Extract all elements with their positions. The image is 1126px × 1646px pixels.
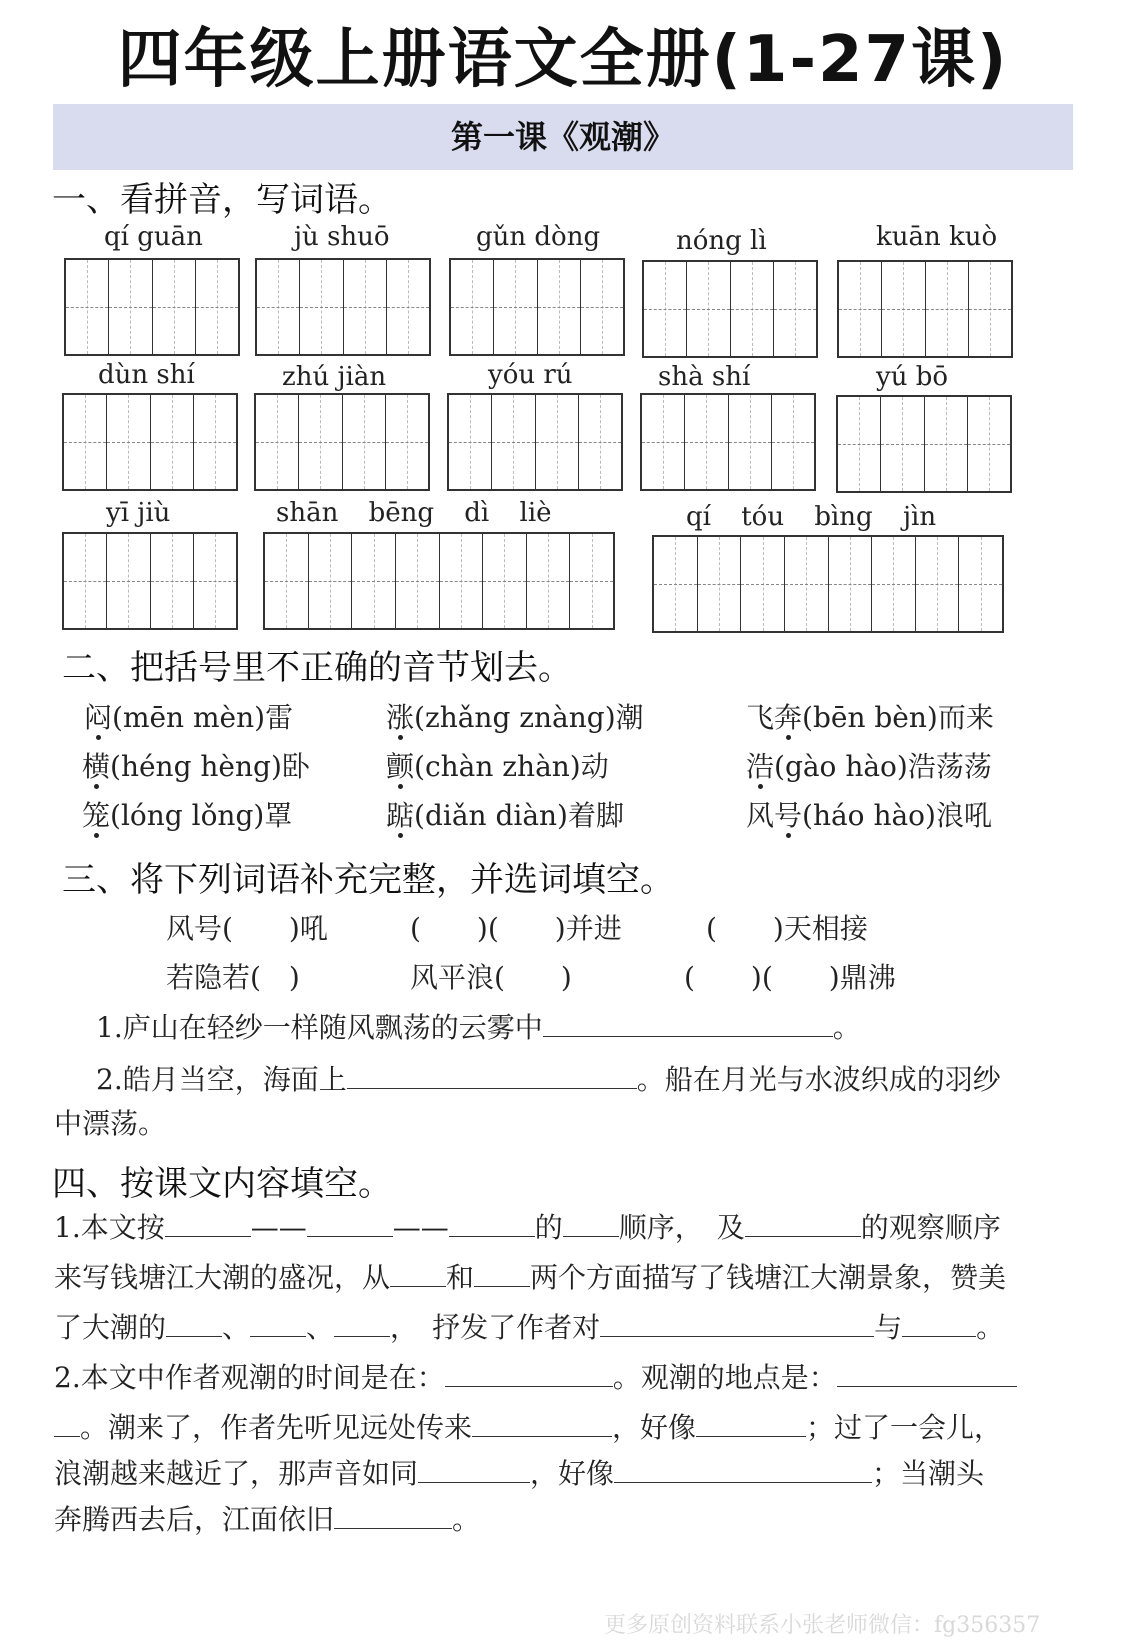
options[interactable]: (lóng lǒng)罩 [110,799,293,832]
answer-blank[interactable] [334,1310,390,1337]
answer-blank[interactable] [600,1310,874,1337]
text: 、 [222,1311,251,1344]
page-title: 四年级上册语文全册(1-27课) [117,23,1009,97]
pinyin-item [84,696,293,736]
fill-line [54,1306,1004,1346]
pinyin-item [746,794,992,834]
pinyin-label: qí tóu bìng jìn [686,502,937,532]
fill-word[interactable]: ( )( )并进 [410,912,622,945]
writing-grid[interactable] [652,535,1004,633]
text: ， [390,1311,405,1344]
fill-word[interactable]: 风号( )吼 [166,912,328,945]
target-char: 颤 [386,750,415,783]
pinyin-label: yī jiù [106,498,171,528]
fill-word[interactable]: 风平浪( ) [410,961,572,994]
pinyin-label: jù shuō [294,222,390,252]
pinyin-label: nóng lì [676,226,767,256]
text: 2.本文中作者观潮的时间是在： [54,1361,445,1394]
fill-line [54,1406,1002,1446]
pinyin-label: shān bēng dì liè [276,498,552,528]
text: ，好像 [530,1457,615,1490]
target-char: 踮 [386,799,415,832]
fill-line [54,1206,1001,1246]
options[interactable]: (mēn mèn)雷 [112,701,294,734]
target-char: 横 [82,750,111,783]
pinyin-label: yóu rú [488,360,573,390]
target-char: 笼 [82,799,111,832]
writing-grid[interactable] [449,258,625,356]
question-text: 2.皓月当空，海面上 [96,1063,347,1096]
answer-blank[interactable] [563,1210,619,1237]
text: 。 [452,1503,481,1536]
pinyin-item [746,696,994,736]
writing-grid[interactable] [640,393,816,491]
question-text: 。 [832,1011,861,1044]
question-line [96,1058,1001,1098]
answer-blank[interactable] [837,1360,1017,1387]
writing-grid[interactable] [642,260,818,358]
text: ，好像 [612,1411,697,1444]
writing-grid[interactable] [254,393,430,491]
options[interactable]: (diǎn diàn)着脚 [414,799,624,832]
pinyin-item [386,745,609,785]
fill-word[interactable]: 若隐若( ) [166,961,300,994]
pinyin-label: yú bō [876,362,948,392]
answer-blank[interactable] [347,1062,637,1089]
pinyin-label: zhú jiàn [282,362,387,392]
answer-blank[interactable] [418,1456,530,1483]
text: 的观察顺序 [860,1211,1001,1244]
fill-word[interactable]: ( )( )鼎沸 [684,961,896,994]
text: 了大潮的 [54,1311,167,1344]
answer-blank[interactable] [472,1410,612,1437]
pinyin-item [82,794,292,834]
options[interactable]: (héng hèng)卧 [110,750,310,783]
text: 及 [716,1211,745,1244]
text: 、 [306,1311,335,1344]
text: —— [250,1211,307,1244]
text: 。观潮的地点是： [612,1361,837,1394]
text: 。潮来了，作者先听见远处传来 [80,1411,473,1444]
section4-heading: 四、按课文内容填空。 [52,1164,392,1204]
answer-blank[interactable] [449,1210,535,1237]
question-text: 中漂荡。 [54,1107,167,1140]
writing-grid[interactable] [64,258,240,356]
options[interactable]: (chàn zhàn)动 [414,750,609,783]
writing-grid[interactable] [447,393,623,491]
answer-blank[interactable] [165,1210,251,1237]
writing-grid[interactable] [263,532,615,630]
text: 抒发了作者对 [432,1311,601,1344]
prefix-char: 风 [746,799,775,832]
text: 和 [446,1261,475,1294]
target-char: 奔 [774,701,803,734]
text: 1.本文按 [54,1211,165,1244]
pinyin-label: kuān kuò [876,222,998,252]
answer-blank[interactable] [54,1410,80,1437]
options[interactable]: (bēn bèn)而来 [802,701,994,734]
options[interactable]: (gào hào)浩荡荡 [774,750,992,783]
pinyin-item [746,745,992,785]
text: 。 [976,1311,1005,1344]
target-char: 号 [774,799,803,832]
pinyin-item [82,745,310,785]
pinyin-label: shà shí [658,362,751,392]
answer-blank[interactable] [902,1310,976,1337]
pinyin-label: qí guān [104,222,203,252]
watermark-text: 更多原创资料联系小张老师微信：fg356357 [604,1613,1041,1638]
writing-grid[interactable] [836,395,1012,493]
question-line [96,1006,861,1046]
writing-grid[interactable] [62,393,238,491]
pinyin-item [386,794,624,834]
question-text: 1.庐山在轻纱一样随风飘荡的云雾中 [96,1011,543,1044]
fill-line [54,1452,984,1492]
text: —— [392,1211,449,1244]
prefix-char: 飞 [746,701,775,734]
text: 两个方面描写了钱塘江大潮景象，赞美 [530,1261,1007,1294]
answer-blank[interactable] [334,1502,452,1529]
text: 浪潮越来越近了，那声音如同 [54,1457,419,1490]
text: ；过了一会儿， [806,1411,1003,1444]
section2-heading: 二、把括号里不正确的音节划去。 [62,648,572,688]
answer-blank[interactable] [474,1260,530,1287]
text: 顺序， [618,1211,689,1244]
answer-blank[interactable] [445,1360,613,1387]
answer-blank[interactable] [307,1210,393,1237]
question-text: 。船在月光与水波织成的羽纱 [636,1063,1001,1096]
lesson-title: 第一课《观潮》 [53,104,1073,170]
fill-line [54,1356,1017,1396]
answer-blank[interactable] [543,1010,833,1037]
answer-blank[interactable] [390,1260,446,1287]
answer-blank[interactable] [250,1310,306,1337]
target-char: 浩 [746,750,775,783]
options[interactable]: (zhǎng znàng)潮 [414,701,644,734]
text: 来写钱塘江大潮的盛况，从 [54,1261,391,1294]
section3-heading: 三、将下列词语补充完整，并选词填空。 [62,860,674,900]
section1-heading: 一、看拼音，写词语。 [52,180,392,220]
fill-line [54,1256,1006,1296]
text: ；当潮头 [872,1457,985,1490]
pinyin-label: dùn shí [98,360,195,390]
answer-blank[interactable] [614,1456,872,1483]
fill-line [54,1498,480,1538]
target-char: 涨 [386,701,415,734]
text: 奔腾西去后，江面依旧 [54,1503,335,1536]
text: 的 [534,1211,563,1244]
pinyin-label: gǔn dòng [476,222,601,252]
answer-blank[interactable] [696,1410,806,1437]
answer-blank[interactable] [166,1310,222,1337]
options[interactable]: (háo hào)浪吼 [802,799,992,832]
writing-grid[interactable] [255,258,431,356]
fill-word[interactable]: ( )天相接 [706,912,868,945]
answer-blank[interactable] [745,1210,861,1237]
target-char: 闷 [84,701,113,734]
writing-grid[interactable] [837,260,1013,358]
pinyin-item [386,696,644,736]
text: 与 [874,1311,903,1344]
writing-grid[interactable] [62,532,238,630]
